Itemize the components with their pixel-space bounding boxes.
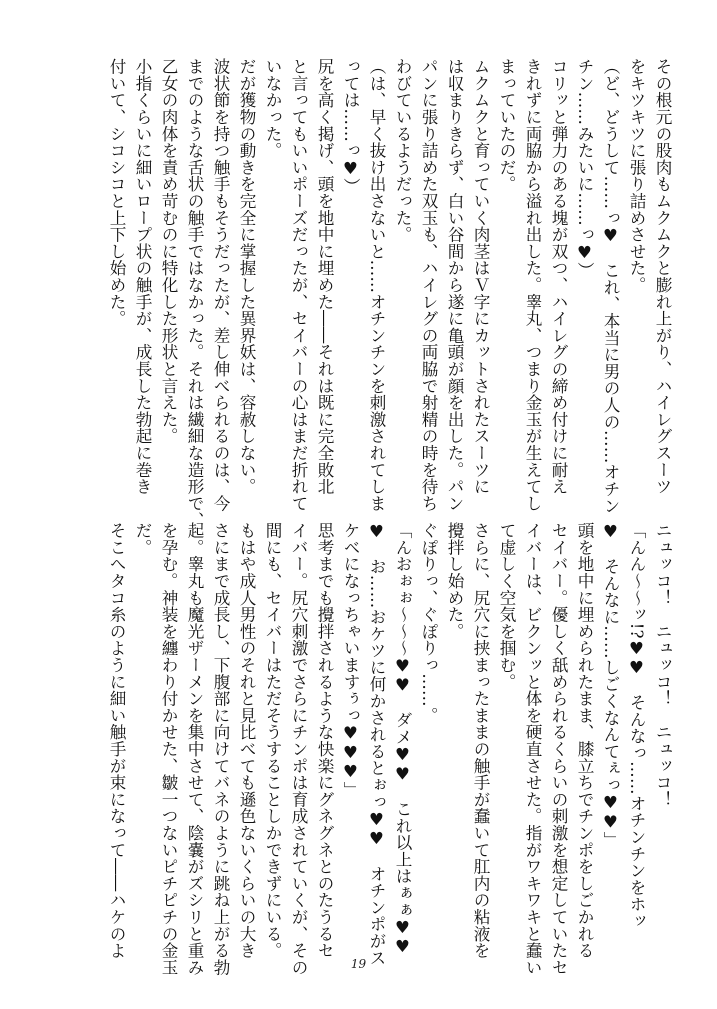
text-line: ムクムクと育っていく肉茎はＶ字にカットされたスーツに (471, 58, 490, 495)
text-line: 波状節を持つ触手もそうだったが、差し伸べられるのは、今 (211, 58, 230, 512)
text-line: ケベになっちゃいますぅっ♥♥♥」 (341, 522, 360, 798)
text-line: をキツキツに張り詰めさせた。 (627, 58, 646, 294)
text-line: さにまで成長し、下腹部に向けてバネのように跳ね上がる勃 (211, 522, 230, 976)
text-line: 小指くらいに細いロープ状の触手が、成長した勃起に巻き (133, 58, 152, 495)
text-line: 付いて、シコシコと上下し始めた。 (107, 58, 126, 327)
text-line: チン……みたいに……っ♥） (575, 58, 594, 279)
text-line: セイバー。優しく舐められるくらいの刺激を想定していたセ (549, 522, 568, 976)
text-line: きれずに両脇から溢れ出した。睾丸、つまり金玉が生えてし (523, 58, 542, 512)
text-block-top (107, 58, 675, 529)
text-line: わびているようだった。 (393, 58, 412, 243)
text-line: さらに、尻穴に挟まったままの触手が蠢いて肛内の粘液を (471, 522, 490, 959)
text-line: パンに張り詰めた双玉も、ハイレグの両脇で射精の時を待ち (419, 58, 438, 512)
text-line: て虚しく空気を掴む。 (497, 522, 516, 690)
text-line: 思考までも攪拌されるような快楽にグネグネとのたうるセ (315, 522, 334, 959)
text-line: を孕む。神装を纏わり付かせた、皺一つないピチピチの金玉 (159, 522, 178, 976)
text-line: （ど、どうして……っ♥ これ、本当に男の人の……オチン (601, 58, 620, 514)
text-line: 起。睾丸も魔光ザーメンを集中させて、陰嚢がズシリと重み (185, 522, 204, 976)
text-line: は収まりきらず、白い谷間から遂に亀頭が顔を出した。パン (445, 58, 464, 512)
text-line: そこへタコ糸のように細い触手が束になって――ハケのよ (107, 522, 126, 959)
text-line: と言ってもいいポーズだったが、セイバーの心はまだ折れて (289, 58, 308, 512)
text-line: 頭を地中に埋められたまま、膝立ちでチンポをしごかれる (575, 522, 594, 959)
text-line: （は、早く抜け出さないと……オチンチンを刺激されてしま (367, 58, 386, 512)
text-line: イバーは、ビクンッと体を硬直させた。指がワキワキと蠢い (523, 522, 542, 976)
text-line: 攪拌し始めた。 (445, 522, 464, 640)
text-line: いなかった。 (263, 58, 282, 159)
page-number: 19 (350, 957, 367, 971)
text-line: だ。 (133, 522, 152, 556)
text-line: コリッと弾力のある塊が双つ、ハイレグの締め付けに耐え (549, 58, 568, 495)
text-line: 「んん～～ッ!?♥♥ そんなっ……オチンチンをホッ (627, 522, 646, 930)
text-line: 乙女の肉体を責め苛むのに特化した形状と言えた。 (159, 58, 178, 445)
text-line: 尻を高く掲げ、頭を地中に埋めた――それは既に完全敗北 (315, 58, 334, 495)
text-line: イバー。尻穴刺激でさらにチンポは育成されていくが、その (289, 522, 308, 976)
text-line: ぐぽりっ、ぐぽりっ……。 (419, 522, 438, 724)
text-line: 「んおぉぉ～～～♥♥ ダメ♥♥ これ以上はぁぁ♥♥ (393, 522, 412, 957)
text-line: もはや成人男性のそれと見比べても遜色ないくらいの大き (237, 522, 256, 959)
text-line: まっていたのだ。 (497, 58, 516, 193)
text-line: ニュッコ！ ニュッコ！ ニュッコ！ (653, 522, 672, 808)
text-line: ♥ そんなに……しごくなんてぇっ♥♥」 (601, 522, 620, 849)
text-line: っては……っ♥） (341, 58, 360, 195)
text-line: ♥ お……おケツに何かされるとぉっ♥♥ オチンポがス (367, 522, 386, 966)
text-line: までのような舌状の触手ではなかった。それは繊細な造形で、 (185, 58, 204, 529)
text-line: その根元の股肉もムクムクと膨れ上がり、ハイレグスーツ (653, 58, 672, 495)
text-line: 間にも、セイバーはただそうすることしかできずにいる。 (263, 522, 282, 959)
text-line: だが獲物の動きを完全に掌握した異界妖は、容赦しない。 (237, 58, 256, 495)
